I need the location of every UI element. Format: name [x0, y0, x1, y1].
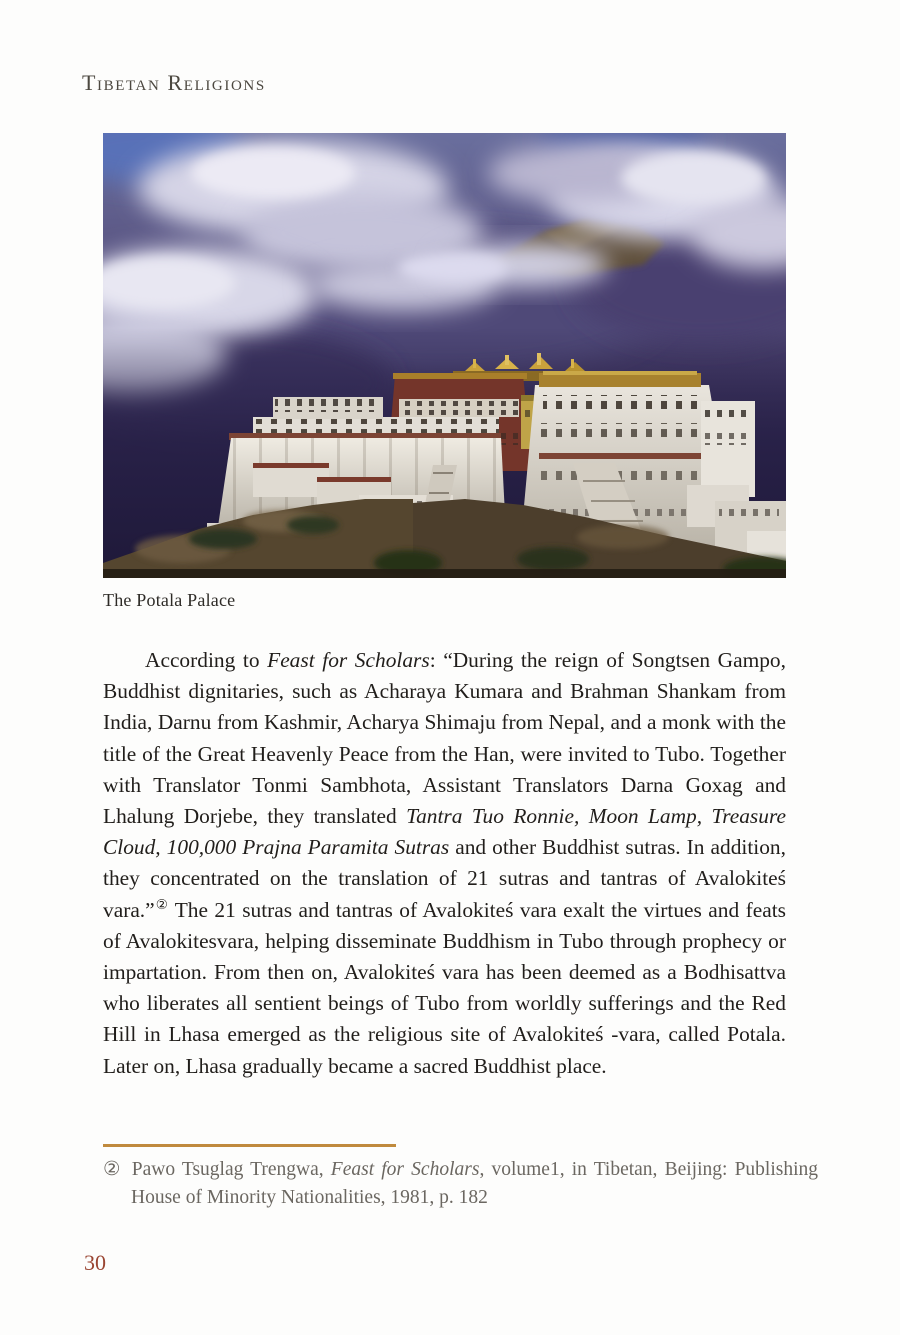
footnote-text: Pawo Tsuglag Trengwa, Feast for Scholars, volume1, in Tibetan, Beijing: Publishing House of Minority Nationalities, 1981, p. 182: [131, 1159, 819, 1208]
page-number: 30: [84, 1250, 106, 1275]
running-header: [82, 70, 266, 96]
footnote-marker: ②: [103, 1159, 123, 1180]
potala-palace-photo: [103, 133, 786, 578]
body-paragraph: According to Feast for Scholars: “During the reign of Songtsen Gampo, Buddhist dignitaries, such as Acharaya Kumara and Brahman Shankam from India, Darnu from Kashmir, Acharya Shimaju from Nepal, and a monk with the title of the Great Heavenly Peace from the Han, were invited to Tubo. Together with Translator Tonmi Sambhota, Assistant Translators Darna Goxag and Lhalung Dorjebe, they translated Tantra Tuo Ronnie, Moon Lamp, Treasure Cloud, 100,000 Prajna Paramita Sutras and other Buddhist sutras. In addition, they concentrated on the translation of 21 sutras and tantras of Avalokiteś vara.”② The 21 sutras and tantras of Avalokiteś vara exalt the virtues and feats of Avalokitesvara, helping disseminate Buddhism in Tubo through prophecy or impartation. From then on, Avalokiteś vara has been deemed as a Bodhisattva who liberates all sentient beings of Tubo from worldly sufferings and the Red Hill in Lhasa emerged as the religious site of Avalokiteś -vara, called Potala. Later on, Lhasa gradually became a sacred Buddhist place.: [103, 648, 786, 1078]
running-header-title: Tibetan Religions: [82, 70, 266, 95]
footnote-separator: [103, 1144, 396, 1147]
footnote: [103, 1156, 818, 1212]
figure-caption: The Potala Palace: [103, 590, 236, 610]
potala-palace-illustration: [103, 133, 786, 578]
